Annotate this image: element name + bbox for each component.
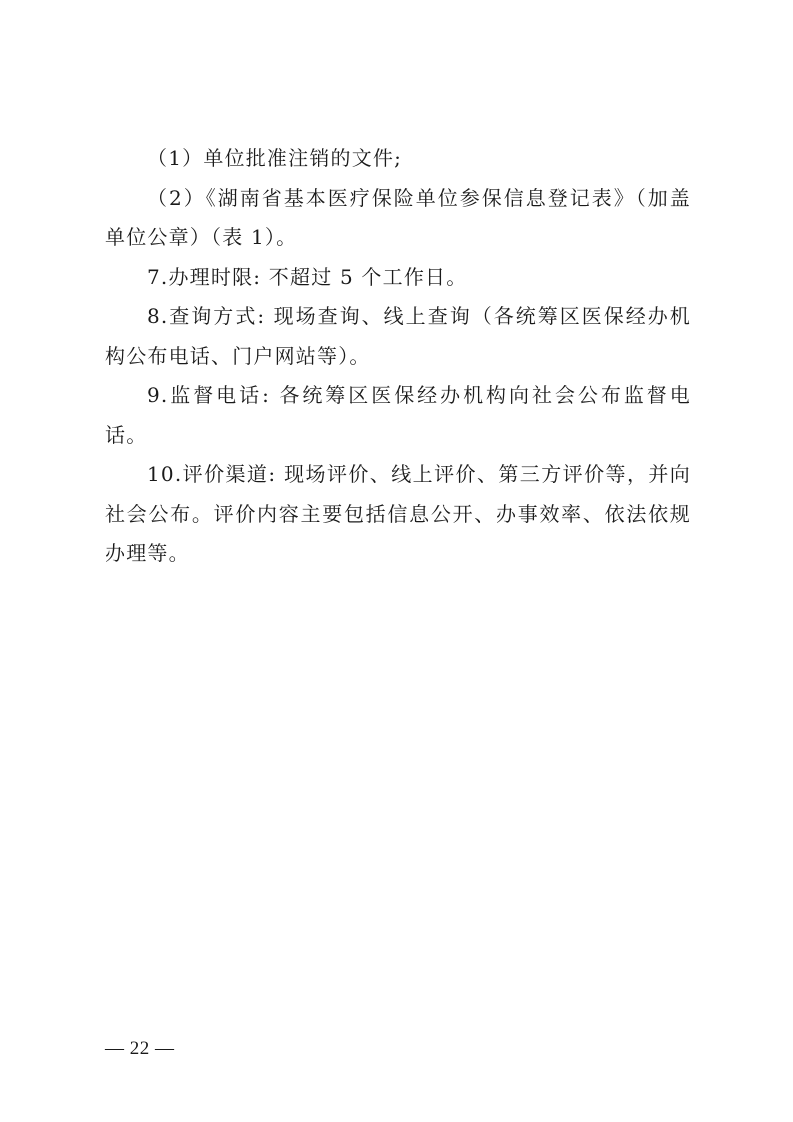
paragraph-text: 不超过 5 个工作日。 xyxy=(261,264,468,289)
paragraph-query-method xyxy=(105,297,691,376)
paragraph-text: （2）《湖南省基本医疗保险单位参保信息登记表》（加盖单位公章）（表 1）。 xyxy=(105,185,691,249)
paragraph-lead: 8.查询方式: xyxy=(147,304,266,328)
paragraph-text: 现场评价、线上评价、第三方评价等，并向社会公布。评价内容主要包括信息公开、办事效率、依法依规办理等。 xyxy=(105,462,691,565)
paragraph-supervision-phone xyxy=(105,376,691,455)
paragraph-lead: 7.办理时限: xyxy=(147,264,262,289)
paragraph-lead: 10.评价渠道: xyxy=(147,462,277,486)
paragraph-processing-time xyxy=(105,258,691,298)
paragraph-evaluation-channel xyxy=(105,455,691,574)
page-number: — 22 — xyxy=(105,1038,175,1059)
document-body xyxy=(105,139,691,574)
paragraph-text: 各统筹区医保经办机构向社会公布监督电话。 xyxy=(105,383,691,447)
paragraph-text: （1）单位批准注销的文件; xyxy=(147,146,403,170)
paragraph-text: 现场查询、线上查询（各统筹区医保经办机构公布电话、门户网站等）。 xyxy=(105,304,691,368)
paragraph-required-materials-2 xyxy=(105,179,691,258)
paragraph-required-materials-1 xyxy=(105,139,691,179)
paragraph-lead: 9.监督电话: xyxy=(147,383,271,407)
